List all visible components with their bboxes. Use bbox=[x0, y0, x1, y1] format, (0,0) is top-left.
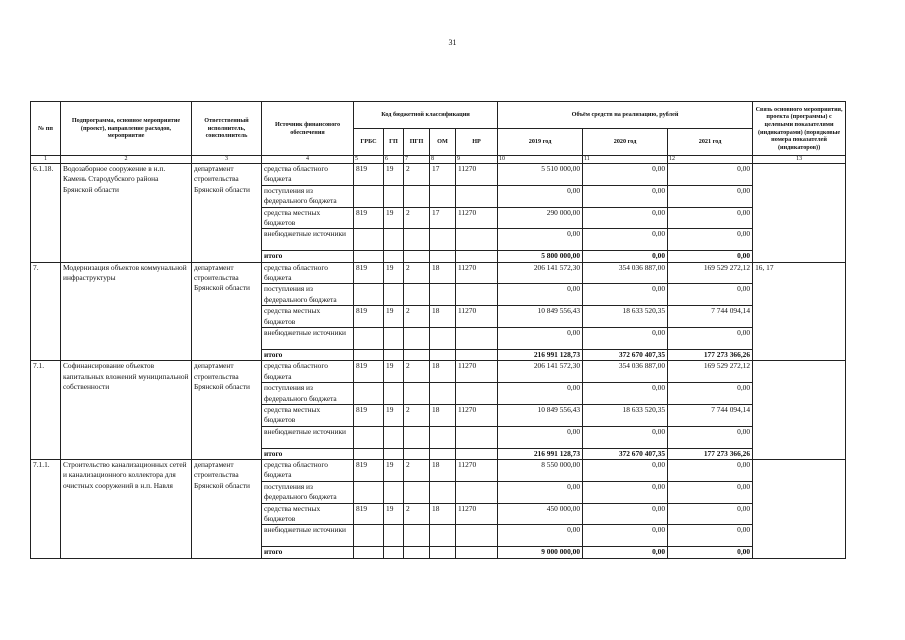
code-om bbox=[430, 185, 456, 207]
amount-v2021: 0,00 bbox=[668, 426, 753, 448]
code-nr bbox=[456, 349, 498, 360]
header-gp: ГП bbox=[384, 129, 404, 156]
amount-v2020: 18 633 520,35 bbox=[583, 404, 668, 426]
funding-source: внебюджетные источники bbox=[262, 525, 354, 547]
amount-v2021: 7 744 094,14 bbox=[668, 306, 753, 328]
amount-v2021: 0,00 bbox=[668, 185, 753, 207]
column-number: 8 bbox=[430, 156, 456, 164]
amount-v2019: 0,00 bbox=[498, 383, 583, 405]
indicator-link: 16, 17 bbox=[753, 262, 846, 361]
amount-v2021: 0,00 bbox=[668, 503, 753, 525]
row-number: 7.1.1. bbox=[31, 459, 61, 558]
code-om: 17 bbox=[430, 207, 456, 229]
funding-source: итого bbox=[262, 547, 354, 558]
code-grbs bbox=[354, 349, 384, 360]
code-grbs: 819 bbox=[354, 459, 384, 481]
code-gp bbox=[384, 185, 404, 207]
table-row bbox=[31, 361, 846, 383]
code-nr: 11270 bbox=[456, 164, 498, 186]
funding-source: итого bbox=[262, 448, 354, 459]
code-gp: 19 bbox=[384, 361, 404, 383]
amount-v2021: 0,00 bbox=[668, 525, 753, 547]
code-gp bbox=[384, 349, 404, 360]
amount-v2021: 0,00 bbox=[668, 251, 753, 262]
code-pgp bbox=[404, 525, 430, 547]
column-number: 4 bbox=[262, 156, 354, 164]
amount-v2020: 372 670 407,35 bbox=[583, 349, 668, 360]
amount-v2020: 0,00 bbox=[583, 229, 668, 251]
code-grbs bbox=[354, 229, 384, 251]
column-number: 1 bbox=[31, 156, 61, 164]
activity-name: Софинансирование объектов капитальных вложений муниципальной собственности bbox=[61, 361, 192, 460]
amount-v2019: 10 849 556,43 bbox=[498, 306, 583, 328]
amount-v2021: 169 529 272,12 bbox=[668, 361, 753, 383]
amount-v2020: 0,00 bbox=[583, 426, 668, 448]
funding-source: средства местных бюджетов bbox=[262, 306, 354, 328]
code-om: 18 bbox=[430, 459, 456, 481]
activity-name: Строительство канализационных сетей и канализационного коллектора для очистных сооружений в н.п. Навля bbox=[61, 459, 192, 558]
funding-source: итого bbox=[262, 251, 354, 262]
code-grbs: 819 bbox=[354, 306, 384, 328]
code-pgp bbox=[404, 328, 430, 350]
code-gp: 19 bbox=[384, 503, 404, 525]
code-grbs bbox=[354, 328, 384, 350]
funding-source: поступления из федерального бюджета bbox=[262, 185, 354, 207]
code-gp: 19 bbox=[384, 164, 404, 186]
code-pgp bbox=[404, 481, 430, 503]
code-pgp: 2 bbox=[404, 361, 430, 383]
activity-name: Модернизация объектов коммунальной инфраструктуры bbox=[61, 262, 192, 361]
code-gp: 19 bbox=[384, 262, 404, 284]
code-gp bbox=[384, 426, 404, 448]
amount-v2020: 0,00 bbox=[583, 459, 668, 481]
funding-source: средства местных бюджетов bbox=[262, 503, 354, 525]
header-grbs: ГРБС bbox=[354, 129, 384, 156]
amount-v2019: 0,00 bbox=[498, 284, 583, 306]
amount-v2021: 177 273 366,26 bbox=[668, 349, 753, 360]
code-gp bbox=[384, 525, 404, 547]
code-pgp: 2 bbox=[404, 207, 430, 229]
code-pgp bbox=[404, 185, 430, 207]
column-number: 7 bbox=[404, 156, 430, 164]
code-pgp: 2 bbox=[404, 262, 430, 284]
code-om bbox=[430, 547, 456, 558]
code-nr: 11270 bbox=[456, 503, 498, 525]
amount-v2020: 0,00 bbox=[583, 328, 668, 350]
amount-v2021: 0,00 bbox=[668, 164, 753, 186]
code-nr bbox=[456, 426, 498, 448]
amount-v2019: 206 141 572,30 bbox=[498, 361, 583, 383]
amount-v2019: 0,00 bbox=[498, 185, 583, 207]
code-nr bbox=[456, 328, 498, 350]
header-subprogram: Подпрограмма, основное мероприятие (проект), направление расходов, мероприятие bbox=[61, 102, 192, 156]
amount-v2019: 5 510 000,00 bbox=[498, 164, 583, 186]
amount-v2020: 0,00 bbox=[583, 525, 668, 547]
amount-v2020: 0,00 bbox=[583, 503, 668, 525]
code-gp: 19 bbox=[384, 459, 404, 481]
code-om bbox=[430, 448, 456, 459]
table-row bbox=[31, 164, 846, 186]
budget-table bbox=[30, 101, 846, 559]
code-om bbox=[430, 328, 456, 350]
code-nr bbox=[456, 251, 498, 262]
code-nr bbox=[456, 383, 498, 405]
table-row bbox=[31, 262, 846, 284]
amount-v2020: 354 036 887,00 bbox=[583, 262, 668, 284]
funding-source: итого bbox=[262, 349, 354, 360]
amount-v2020: 0,00 bbox=[583, 284, 668, 306]
header-nr: НР bbox=[456, 129, 498, 156]
code-grbs: 819 bbox=[354, 164, 384, 186]
code-om bbox=[430, 284, 456, 306]
amount-v2021: 177 273 366,26 bbox=[668, 448, 753, 459]
amount-v2020: 0,00 bbox=[583, 481, 668, 503]
code-nr: 11270 bbox=[456, 459, 498, 481]
column-number: 10 bbox=[498, 156, 583, 164]
indicator-link bbox=[753, 164, 846, 263]
responsible-executor: департамент строительства Брянской области bbox=[192, 164, 262, 263]
code-om: 17 bbox=[430, 164, 456, 186]
amount-v2020: 18 633 520,35 bbox=[583, 306, 668, 328]
code-pgp bbox=[404, 349, 430, 360]
code-gp bbox=[384, 448, 404, 459]
code-om bbox=[430, 349, 456, 360]
amount-v2021: 0,00 bbox=[668, 459, 753, 481]
code-gp: 19 bbox=[384, 207, 404, 229]
funding-source: внебюджетные источники bbox=[262, 229, 354, 251]
header-no: № пп bbox=[31, 102, 61, 156]
funding-source: средства областного бюджета bbox=[262, 164, 354, 186]
column-number: 3 bbox=[192, 156, 262, 164]
code-nr bbox=[456, 185, 498, 207]
amount-v2019: 206 141 572,30 bbox=[498, 262, 583, 284]
amount-v2019: 450 000,00 bbox=[498, 503, 583, 525]
code-nr: 11270 bbox=[456, 262, 498, 284]
amount-v2019: 9 000 000,00 bbox=[498, 547, 583, 558]
code-gp: 19 bbox=[384, 306, 404, 328]
amount-v2020: 0,00 bbox=[583, 547, 668, 558]
funding-source: внебюджетные источники bbox=[262, 426, 354, 448]
code-grbs bbox=[354, 525, 384, 547]
amount-v2020: 372 670 407,35 bbox=[583, 448, 668, 459]
responsible-executor: департамент строительства Брянской области bbox=[192, 459, 262, 558]
header-pgp: ПГП bbox=[404, 129, 430, 156]
code-grbs bbox=[354, 251, 384, 262]
funding-source: средства областного бюджета bbox=[262, 459, 354, 481]
code-gp bbox=[384, 284, 404, 306]
code-grbs: 819 bbox=[354, 361, 384, 383]
responsible-executor: департамент строительства Брянской области bbox=[192, 361, 262, 460]
code-grbs bbox=[354, 481, 384, 503]
funding-source: средства областного бюджета bbox=[262, 361, 354, 383]
code-grbs bbox=[354, 426, 384, 448]
amount-v2020: 0,00 bbox=[583, 251, 668, 262]
code-nr bbox=[456, 229, 498, 251]
amount-v2019: 8 550 000,00 bbox=[498, 459, 583, 481]
amount-v2019: 0,00 bbox=[498, 426, 583, 448]
amount-v2021: 0,00 bbox=[668, 383, 753, 405]
code-om: 18 bbox=[430, 503, 456, 525]
code-pgp bbox=[404, 383, 430, 405]
column-number: 5 bbox=[354, 156, 384, 164]
funding-source: внебюджетные источники bbox=[262, 328, 354, 350]
code-om bbox=[430, 481, 456, 503]
row-number: 6.1.18. bbox=[31, 164, 61, 263]
amount-v2021: 7 744 094,14 bbox=[668, 404, 753, 426]
header-volume: Объём средств на реализацию, рублей bbox=[498, 102, 753, 129]
code-gp bbox=[384, 547, 404, 558]
amount-v2021: 0,00 bbox=[668, 229, 753, 251]
code-om bbox=[430, 229, 456, 251]
amount-v2019: 10 849 556,43 bbox=[498, 404, 583, 426]
code-grbs bbox=[354, 547, 384, 558]
table-row bbox=[31, 459, 846, 481]
amount-v2019: 5 800 000,00 bbox=[498, 251, 583, 262]
amount-v2021: 0,00 bbox=[668, 481, 753, 503]
code-nr: 11270 bbox=[456, 361, 498, 383]
code-nr bbox=[456, 525, 498, 547]
amount-v2021: 0,00 bbox=[668, 284, 753, 306]
column-number: 11 bbox=[583, 156, 668, 164]
code-nr bbox=[456, 547, 498, 558]
code-grbs: 819 bbox=[354, 207, 384, 229]
code-pgp bbox=[404, 229, 430, 251]
code-grbs bbox=[354, 383, 384, 405]
column-number: 2 bbox=[61, 156, 192, 164]
code-grbs bbox=[354, 284, 384, 306]
code-om: 18 bbox=[430, 306, 456, 328]
amount-v2021: 0,00 bbox=[668, 207, 753, 229]
code-gp bbox=[384, 481, 404, 503]
code-pgp bbox=[404, 547, 430, 558]
funding-source: средства областного бюджета bbox=[262, 262, 354, 284]
header-2021: 2021 год bbox=[668, 129, 753, 156]
header-2020: 2020 год bbox=[583, 129, 668, 156]
code-nr bbox=[456, 448, 498, 459]
amount-v2020: 354 036 887,00 bbox=[583, 361, 668, 383]
code-om bbox=[430, 426, 456, 448]
code-pgp bbox=[404, 426, 430, 448]
code-pgp: 2 bbox=[404, 164, 430, 186]
code-om: 18 bbox=[430, 361, 456, 383]
code-gp bbox=[384, 328, 404, 350]
row-number: 7. bbox=[31, 262, 61, 361]
code-grbs bbox=[354, 185, 384, 207]
code-om bbox=[430, 251, 456, 262]
code-om: 18 bbox=[430, 404, 456, 426]
funding-source: поступления из федерального бюджета bbox=[262, 481, 354, 503]
funding-source: средства местных бюджетов bbox=[262, 207, 354, 229]
column-number: 13 bbox=[753, 156, 846, 164]
code-pgp bbox=[404, 251, 430, 262]
page-number: 31 bbox=[448, 38, 457, 47]
amount-v2019: 216 991 128,73 bbox=[498, 448, 583, 459]
header-responsible: Ответственный исполнитель, соисполнитель bbox=[192, 102, 262, 156]
code-grbs: 819 bbox=[354, 262, 384, 284]
column-number: 12 bbox=[668, 156, 753, 164]
amount-v2019: 0,00 bbox=[498, 229, 583, 251]
amount-v2019: 0,00 bbox=[498, 481, 583, 503]
amount-v2020: 0,00 bbox=[583, 185, 668, 207]
amount-v2019: 0,00 bbox=[498, 525, 583, 547]
column-number: 6 bbox=[384, 156, 404, 164]
code-pgp bbox=[404, 284, 430, 306]
amount-v2019: 216 991 128,73 bbox=[498, 349, 583, 360]
header-source: Источник финансового обеспечения bbox=[262, 102, 354, 156]
code-om: 18 bbox=[430, 262, 456, 284]
amount-v2020: 0,00 bbox=[583, 207, 668, 229]
header-budget-code: Код бюджетной классификации bbox=[354, 102, 498, 129]
code-nr bbox=[456, 481, 498, 503]
code-grbs: 819 bbox=[354, 404, 384, 426]
code-nr: 11270 bbox=[456, 207, 498, 229]
code-gp bbox=[384, 251, 404, 262]
amount-v2019: 290 000,00 bbox=[498, 207, 583, 229]
column-number-row bbox=[31, 156, 846, 164]
code-gp: 19 bbox=[384, 404, 404, 426]
code-gp bbox=[384, 383, 404, 405]
indicator-link bbox=[753, 459, 846, 558]
indicator-link bbox=[753, 361, 846, 460]
amount-v2021: 0,00 bbox=[668, 547, 753, 558]
row-number: 7.1. bbox=[31, 361, 61, 460]
header-2019: 2019 год bbox=[498, 129, 583, 156]
activity-name: Водозаборное сооружение в н.п. Камень Стародубского района Брянской области bbox=[61, 164, 192, 263]
funding-source: средства местных бюджетов bbox=[262, 404, 354, 426]
code-pgp: 2 bbox=[404, 404, 430, 426]
code-pgp bbox=[404, 448, 430, 459]
responsible-executor: департамент строительства Брянской области bbox=[192, 262, 262, 361]
code-nr: 11270 bbox=[456, 404, 498, 426]
code-om bbox=[430, 525, 456, 547]
code-nr bbox=[456, 284, 498, 306]
amount-v2020: 0,00 bbox=[583, 164, 668, 186]
code-pgp: 2 bbox=[404, 503, 430, 525]
amount-v2021: 169 529 272,12 bbox=[668, 262, 753, 284]
code-pgp: 2 bbox=[404, 306, 430, 328]
code-gp bbox=[384, 229, 404, 251]
code-grbs bbox=[354, 448, 384, 459]
amount-v2021: 0,00 bbox=[668, 328, 753, 350]
column-number: 9 bbox=[456, 156, 498, 164]
amount-v2020: 0,00 bbox=[583, 383, 668, 405]
funding-source: поступления из федерального бюджета bbox=[262, 383, 354, 405]
code-om bbox=[430, 383, 456, 405]
header-om: ОМ bbox=[430, 129, 456, 156]
code-nr: 11270 bbox=[456, 306, 498, 328]
funding-source: поступления из федерального бюджета bbox=[262, 284, 354, 306]
header-link: Связь основного мероприятия, проекта (программы) с целевыми показателями (индикаторами) (порядковые номера показателей (индикаторов)) bbox=[753, 102, 846, 156]
amount-v2019: 0,00 bbox=[498, 328, 583, 350]
code-pgp: 2 bbox=[404, 459, 430, 481]
code-grbs: 819 bbox=[354, 503, 384, 525]
